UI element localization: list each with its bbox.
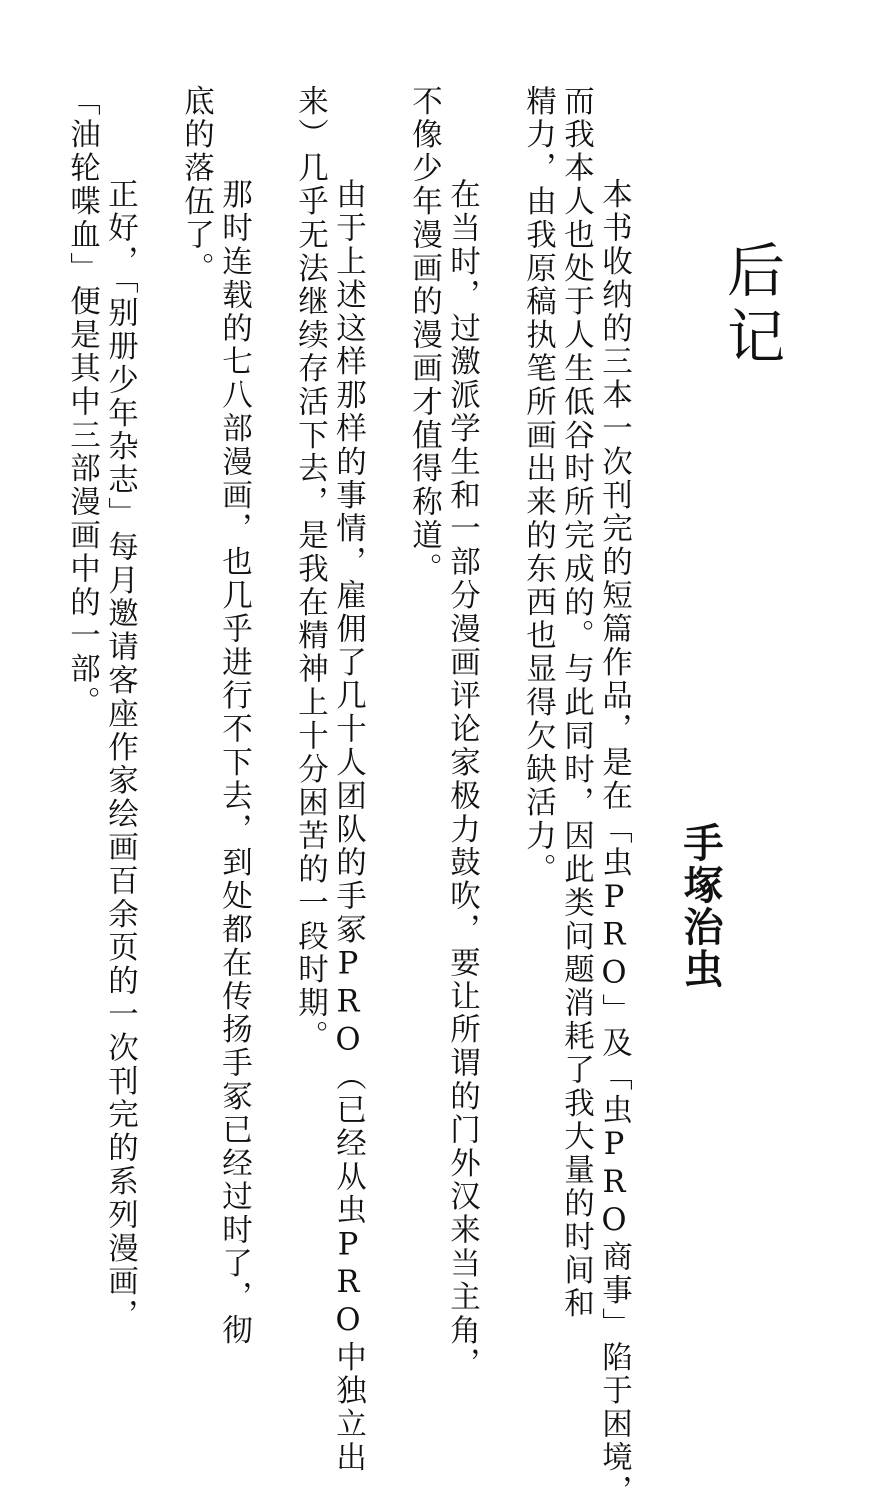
body-column-1: 本书收纳的三本一次刊完的短篇作品，是在「虫PRO」及「虫PRO商事」陷于困境，: [596, 145, 632, 1508]
afterword-title: 后记: [717, 240, 785, 372]
body-column-6: 由于上述这样那样的事情，雇佣了几十人团队的手冢PRO（已经从虫PRO中独立出: [330, 145, 366, 1475]
body-column-5: 不像少年漫画的漫画才值得称道。: [406, 85, 442, 586]
body-column-8: 那时连载的七八部漫画，也几乎进行不下去，到处都在传扬手冢已经过时了，彻: [216, 145, 252, 1348]
body-column-10: 正好，「别册少年杂志」每月邀请客座作家绘画百余页的一次刊完的系列漫画，: [102, 145, 138, 1333]
body-column-11: 「油轮喋血」便是其中三部漫画中的一部。: [64, 85, 100, 720]
body-column-9: 底的落伍了。: [178, 85, 214, 286]
body-column-7: 来）几乎无法继续存活下去，是我在精神上十分困苦的一段时期。: [292, 85, 328, 1054]
author-name: 手塚治虫: [677, 822, 724, 990]
body-column-3: 精力，由我原稿执笔所画出来的东西也显得欠缺活力。: [520, 85, 556, 887]
body-column-2: 而我本人也处于人生低谷时所完成的。与此同时，因此类问题消耗了我大量的时间和: [558, 85, 594, 1321]
body-column-4: 在当时，过激派学生和一部分漫画评论家极力鼓吹，要让所谓的门外汉来当主角，: [444, 145, 480, 1381]
